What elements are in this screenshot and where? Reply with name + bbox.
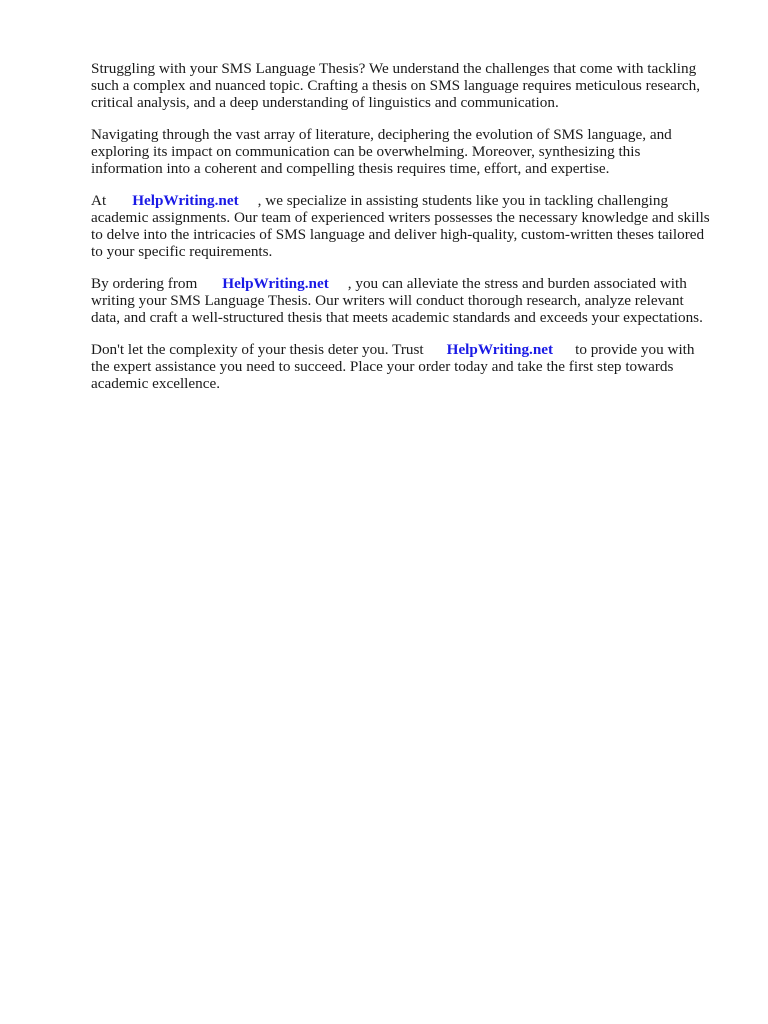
text-line: the expert assistance you need to succeed. Place your order today and take the first step towards xyxy=(91,358,674,375)
paragraph-ordering xyxy=(91,275,731,326)
text-line: information into a coherent and compelling thesis requires time, effort, and expertise. xyxy=(91,160,610,177)
text-line xyxy=(91,341,731,358)
text-line: such a complex and nuanced topic. Crafting a thesis on SMS language requires meticulous research, xyxy=(91,77,701,94)
text-line: academic excellence. xyxy=(91,375,220,392)
helpwriting-link[interactable]: HelpWriting.net xyxy=(132,192,239,209)
text-segment: , you can alleviate the stress and burden associated with xyxy=(347,275,687,292)
text-line: critical analysis, and a deep understanding of linguistics and communication. xyxy=(91,94,559,111)
text-segment: to provide you with xyxy=(575,341,695,358)
text-line: writing your SMS Language Thesis. Our writers will conduct thorough research, analyze relevant xyxy=(91,292,684,309)
text-line: to delve into the intricacies of SMS language and deliver high-quality, custom-written theses tailored xyxy=(91,226,705,243)
text-line: academic assignments. Our team of experienced writers possesses the necessary knowledge and skills xyxy=(91,209,710,226)
paragraph-intro xyxy=(91,60,731,111)
text-segment: , we specialize in assisting students like you in tackling challenging xyxy=(257,192,669,209)
text-segment: By ordering from xyxy=(91,275,198,292)
text-line: exploring its impact on communication can be overwhelming. Moreover, synthesizing this xyxy=(91,143,641,160)
text-line: to your specific requirements. xyxy=(91,243,273,260)
text-segment: Don't let the complexity of your thesis deter you. Trust xyxy=(91,341,424,358)
text-line: data, and craft a well-structured thesis that meets academic standards and exceeds your expectations. xyxy=(91,309,703,326)
paragraph-service xyxy=(91,192,731,260)
text-segment: At xyxy=(91,192,107,209)
helpwriting-link[interactable]: HelpWriting.net xyxy=(446,341,554,358)
text-line xyxy=(91,192,731,209)
paragraph-challenges xyxy=(91,126,731,177)
document-page xyxy=(91,60,731,407)
text-line: Navigating through the vast array of literature, deciphering the evolution of SMS language, and xyxy=(91,126,672,143)
helpwriting-link[interactable]: HelpWriting.net xyxy=(222,275,329,292)
paragraph-closing xyxy=(91,341,731,392)
text-line xyxy=(91,275,731,292)
text-line: Struggling with your SMS Language Thesis? We understand the challenges that come with tackling xyxy=(91,60,697,77)
